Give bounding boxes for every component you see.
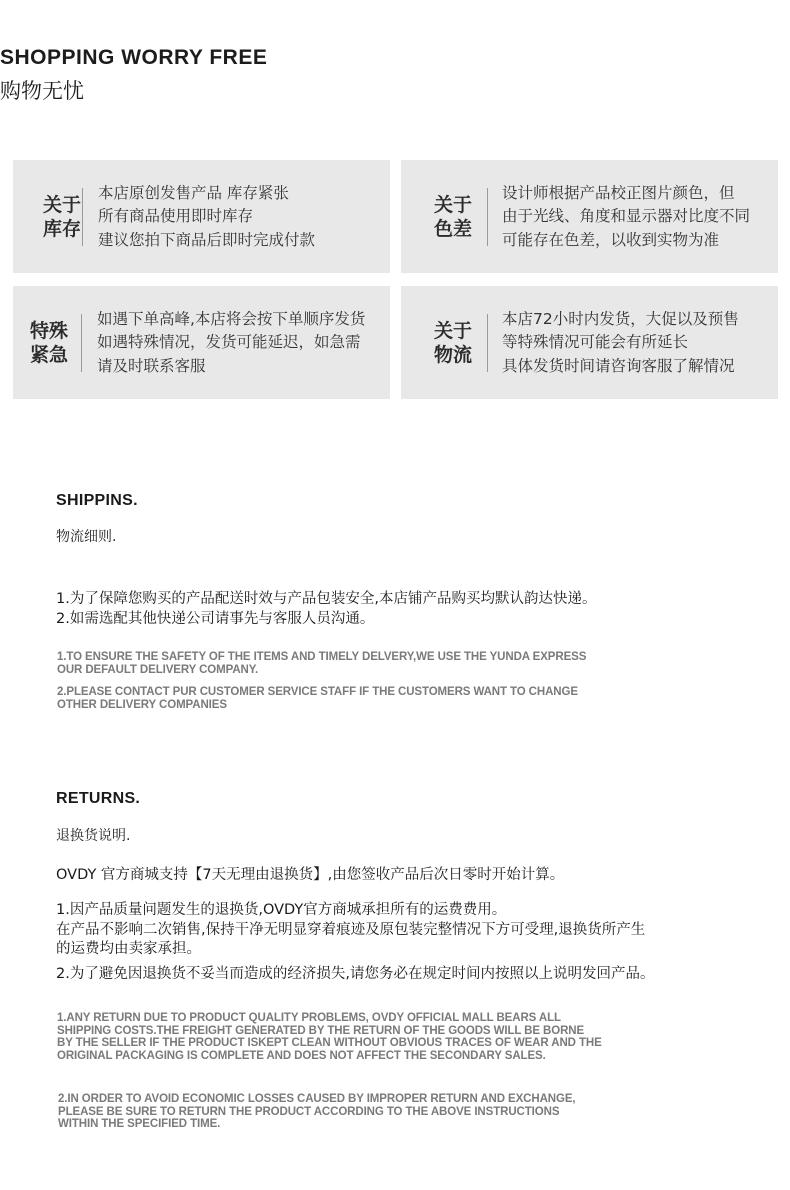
shipping-en-line: OTHER DELIVERY COMPANIES — [57, 698, 227, 711]
card-line: 如遇特殊情况，发货可能延迟，如急需 — [97, 332, 361, 351]
card-line: 建议您拍下商品后即时完成付款 — [98, 230, 316, 249]
card-tag-line: 关于 — [42, 193, 81, 216]
card-line: 所有商品使用即时库存 — [98, 206, 254, 225]
returns-en-line: WITHIN THE SPECIFIED TIME. — [58, 1118, 221, 1130]
card-text — [502, 307, 739, 378]
page-subtitle: 购物无忧 — [0, 79, 84, 103]
card-tag — [24, 319, 74, 367]
returns-cn-text-1 — [56, 901, 645, 960]
info-card-special — [13, 286, 390, 399]
card-tag-line: 关于 — [433, 193, 472, 216]
card-tag — [428, 193, 478, 241]
card-line: 请及时联系客服 — [97, 356, 206, 375]
card-text — [97, 307, 365, 378]
card-line: 可能存在色差，以收到实物为准 — [502, 230, 720, 249]
card-tag-line: 色差 — [433, 217, 472, 240]
returns-cn-text-2: 2.为了避免因退换货不妥当而造成的经济损失,请您务必在规定时间内按照以上说明发回产品。 — [56, 966, 655, 982]
shipping-en-line: 1.TO ENSURE THE SAFETY OF THE ITEMS AND TIMELY DELVERY,WE USE THE YUNDA EXPRESS — [57, 651, 587, 663]
shipping-cn-text — [56, 590, 596, 629]
card-line: 具体发货时间请咨询客服了解情况 — [502, 356, 735, 375]
shipping-en-text-1 — [57, 651, 586, 676]
card-divider — [81, 314, 82, 372]
shipping-subtitle: 物流细则. — [56, 529, 117, 545]
card-line: 本店72小时内发货，大促以及预售 — [502, 309, 739, 328]
returns-subtitle: 退换货说明. — [56, 828, 131, 844]
returns-en-line: BY THE SELLER IF THE PRODUCT ISKEPT CLEAN WITHOUT OBVIOUS TRACES OF WEAR AND THE — [57, 1037, 602, 1049]
card-text — [502, 181, 750, 252]
returns-cn-line: 1.因产品质量问题发生的退换货,OVDY官方商城承担所有的运费费用。 — [56, 902, 507, 918]
shipping-en-line: 2.PLEASE CONTACT PUR CUSTOMER SERVICE STAFF IF THE CUSTOMERS WANT TO CHANGE — [57, 686, 578, 698]
shipping-title: SHIPPINS. — [56, 492, 138, 509]
card-divider — [487, 188, 488, 246]
card-text — [98, 181, 315, 252]
returns-en-line: ORIGINAL PACKAGING IS COMPLETE AND DOES NOT AFFECT THE SECONDARY SALES. — [57, 1049, 546, 1062]
card-divider — [487, 314, 488, 372]
returns-cn-line: 的运费均由卖家承担。 — [56, 941, 201, 957]
returns-en-line: 2.IN ORDER TO AVOID ECONOMIC LOSSES CAUSED BY IMPROPER RETURN AND EXCHANGE, — [58, 1093, 576, 1105]
card-line: 等特殊情况可能会有所延长 — [502, 332, 689, 351]
card-tag-line: 关于 — [433, 319, 472, 342]
shipping-cn-line: 1.为了保障您购买的产品配送时效与产品包装安全,本店铺产品购买均默认韵达快递。 — [56, 591, 597, 607]
returns-en-line: PLEASE BE SURE TO RETURN THE PRODUCT ACCORDING TO THE ABOVE INSTRUCTIONS — [58, 1105, 560, 1118]
returns-en-text-2 — [58, 1093, 576, 1131]
card-tag — [428, 319, 478, 367]
returns-en-line: SHIPPING COSTS.THE FREIGHT GENERATED BY THE RETURN OF THE GOODS WILL BE BORNE — [57, 1024, 585, 1037]
shipping-en-line: OUR DEFAULT DELIVERY COMPANY. — [57, 663, 259, 676]
returns-en-text-1 — [57, 1012, 602, 1062]
card-line: 本店原创发售产品 库存紧张 — [98, 183, 289, 202]
card-line: 如遇下单高峰,本店将会按下单顺序发货 — [97, 309, 366, 328]
returns-en-line: 1.ANY RETURN DUE TO PRODUCT QUALITY PROBLEMS, OVDY OFFICIAL MALL BEARS ALL — [57, 1012, 561, 1024]
returns-cn-line: 在产品不影响二次销售,保持干净无明显穿着痕迹及原包装完整情况下方可受理,退换货所产生 — [56, 921, 646, 938]
card-tag-line: 物流 — [433, 343, 472, 366]
card-line: 由于光线、角度和显示器对比度不同 — [502, 206, 751, 225]
info-card-stock — [13, 160, 390, 273]
card-divider — [82, 188, 83, 246]
card-tag-line: 特殊 — [29, 319, 68, 342]
card-line: 设计师根据产品校正图片颜色，但 — [502, 183, 735, 202]
card-tag-line: 紧急 — [29, 343, 68, 366]
card-tag-line: 库存 — [42, 217, 81, 240]
info-card-logistics — [401, 286, 778, 399]
returns-title: RETURNS. — [56, 790, 141, 807]
shipping-cn-line: 2.如需选配其他快递公司请事先与客服人员沟通。 — [56, 610, 375, 627]
page-title: SHOPPING WORRY FREE — [0, 46, 268, 69]
returns-intro: OVDY 官方商城支持【7天无理由退换货】,由您签收产品后次日零时开始计算。 — [56, 867, 565, 883]
card-tag — [37, 193, 87, 241]
shipping-en-text-2 — [57, 686, 578, 711]
info-card-color — [401, 160, 778, 273]
